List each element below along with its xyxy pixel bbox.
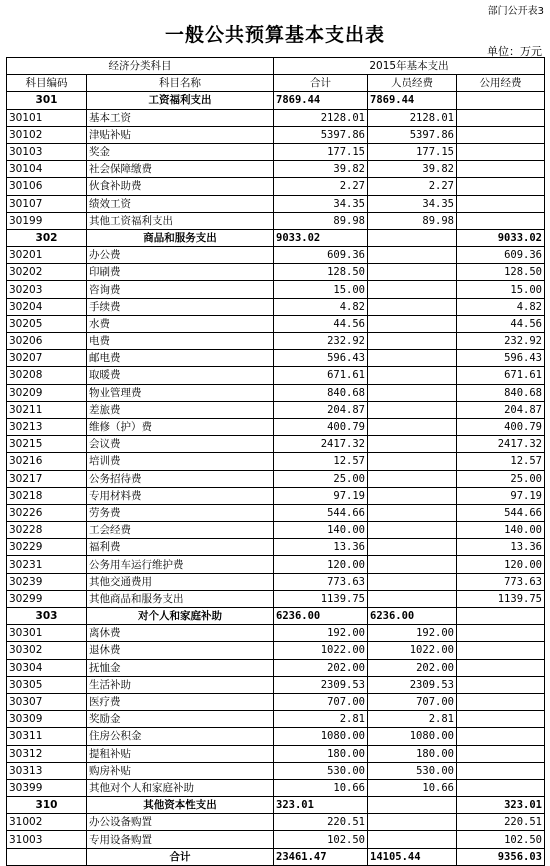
cell-name: 工会经费 bbox=[87, 522, 274, 539]
cell-code: 30228 bbox=[7, 522, 87, 539]
cell-public bbox=[457, 178, 545, 195]
cell-personnel: 7869.44 bbox=[368, 92, 457, 109]
table-row bbox=[7, 195, 545, 212]
cell-public: 13.36 bbox=[457, 539, 545, 556]
cell-total: 128.50 bbox=[274, 264, 368, 281]
cell-personnel: 5397.86 bbox=[368, 126, 457, 143]
cell-public: 400.79 bbox=[457, 418, 545, 435]
cell-personnel bbox=[368, 539, 457, 556]
cell-personnel bbox=[368, 264, 457, 281]
cell-total: 2.81 bbox=[274, 711, 368, 728]
cell-total: 596.43 bbox=[274, 350, 368, 367]
cell-code: 30201 bbox=[7, 247, 87, 264]
cell-total: 10.66 bbox=[274, 779, 368, 796]
header-row-1 bbox=[7, 58, 545, 75]
cell-total: 323.01 bbox=[274, 797, 368, 814]
cell-personnel: 89.98 bbox=[368, 212, 457, 229]
table-row bbox=[7, 470, 545, 487]
table-row bbox=[7, 298, 545, 315]
cell-name: 办公费 bbox=[87, 247, 274, 264]
cell-total: 671.61 bbox=[274, 367, 368, 384]
table-row bbox=[7, 745, 545, 762]
cell-total: 39.82 bbox=[274, 161, 368, 178]
cell-public: 220.51 bbox=[457, 814, 545, 831]
cell-personnel bbox=[368, 453, 457, 470]
cell-code: 30209 bbox=[7, 384, 87, 401]
cell-code: 30202 bbox=[7, 264, 87, 281]
cell-public: 232.92 bbox=[457, 333, 545, 350]
cell-personnel: 707.00 bbox=[368, 693, 457, 710]
cell-personnel: 1022.00 bbox=[368, 642, 457, 659]
cell-total: 140.00 bbox=[274, 522, 368, 539]
cell-total: 2128.01 bbox=[274, 109, 368, 126]
cell-personnel bbox=[368, 590, 457, 607]
table-row bbox=[7, 247, 545, 264]
cell-code: 30203 bbox=[7, 281, 87, 298]
cell-personnel: 34.35 bbox=[368, 195, 457, 212]
header-total: 合计 bbox=[274, 75, 368, 92]
cell-personnel: 6236.00 bbox=[368, 608, 457, 625]
cell-personnel: 180.00 bbox=[368, 745, 457, 762]
cell-name: 水费 bbox=[87, 315, 274, 332]
cell-total: 12.57 bbox=[274, 453, 368, 470]
table-row bbox=[7, 693, 545, 710]
cell-public bbox=[457, 642, 545, 659]
cell-personnel bbox=[368, 384, 457, 401]
cell-personnel bbox=[368, 229, 457, 246]
cell-public: 773.63 bbox=[457, 573, 545, 590]
cell-code: 30103 bbox=[7, 143, 87, 160]
cell-public: 204.87 bbox=[457, 401, 545, 418]
cell-code: 310 bbox=[7, 797, 87, 814]
cell-name: 其他对个人和家庭补助 bbox=[87, 779, 274, 796]
cell-code: 31002 bbox=[7, 814, 87, 831]
cell-total: 840.68 bbox=[274, 384, 368, 401]
cell-code: 30301 bbox=[7, 625, 87, 642]
cell-public bbox=[457, 779, 545, 796]
table-row bbox=[7, 590, 545, 607]
table-row bbox=[7, 522, 545, 539]
cell-public bbox=[457, 126, 545, 143]
table-row bbox=[7, 143, 545, 160]
cell-name: 抚恤金 bbox=[87, 659, 274, 676]
cell-personnel: 2.27 bbox=[368, 178, 457, 195]
cell-name: 会议费 bbox=[87, 436, 274, 453]
cell-total: 204.87 bbox=[274, 401, 368, 418]
table-row bbox=[7, 762, 545, 779]
cell-name: 咨询费 bbox=[87, 281, 274, 298]
cell-code: 302 bbox=[7, 229, 87, 246]
cell-name: 其他交通费用 bbox=[87, 573, 274, 590]
cell-personnel: 10.66 bbox=[368, 779, 457, 796]
cell-public bbox=[457, 659, 545, 676]
cell-name: 基本工资 bbox=[87, 109, 274, 126]
cell-total: 192.00 bbox=[274, 625, 368, 642]
cell-name: 提租补贴 bbox=[87, 745, 274, 762]
cell-public: 9033.02 bbox=[457, 229, 545, 246]
total-public: 9356.03 bbox=[457, 848, 545, 865]
cell-personnel: 2.81 bbox=[368, 711, 457, 728]
cell-name: 对个人和家庭补助 bbox=[87, 608, 274, 625]
cell-code: 30106 bbox=[7, 178, 87, 195]
cell-total: 177.15 bbox=[274, 143, 368, 160]
cell-public bbox=[457, 92, 545, 109]
cell-total: 34.35 bbox=[274, 195, 368, 212]
cell-public: 44.56 bbox=[457, 315, 545, 332]
cell-total: 202.00 bbox=[274, 659, 368, 676]
cell-personnel bbox=[368, 247, 457, 264]
cell-code: 30226 bbox=[7, 504, 87, 521]
table-row bbox=[7, 728, 545, 745]
cell-personnel: 2128.01 bbox=[368, 109, 457, 126]
table-group-row bbox=[7, 608, 545, 625]
cell-name: 工资福利支出 bbox=[87, 92, 274, 109]
table-row bbox=[7, 126, 545, 143]
table-row bbox=[7, 539, 545, 556]
cell-personnel bbox=[368, 350, 457, 367]
cell-total: 97.19 bbox=[274, 487, 368, 504]
report-id-label: 部门公开表3 bbox=[487, 6, 544, 17]
cell-total: 180.00 bbox=[274, 745, 368, 762]
cell-code: 301 bbox=[7, 92, 87, 109]
cell-code: 30311 bbox=[7, 728, 87, 745]
cell-personnel bbox=[368, 281, 457, 298]
cell-code: 30199 bbox=[7, 212, 87, 229]
cell-name: 绩效工资 bbox=[87, 195, 274, 212]
cell-code: 30208 bbox=[7, 367, 87, 384]
cell-personnel bbox=[368, 487, 457, 504]
table-row bbox=[7, 814, 545, 831]
cell-code: 30299 bbox=[7, 590, 87, 607]
cell-public bbox=[457, 676, 545, 693]
cell-public: 2417.32 bbox=[457, 436, 545, 453]
cell-public: 544.66 bbox=[457, 504, 545, 521]
cell-code: 30229 bbox=[7, 539, 87, 556]
cell-personnel: 1080.00 bbox=[368, 728, 457, 745]
cell-public bbox=[457, 195, 545, 212]
cell-public: 102.50 bbox=[457, 831, 545, 848]
cell-public: 4.82 bbox=[457, 298, 545, 315]
table-row bbox=[7, 487, 545, 504]
cell-personnel: 202.00 bbox=[368, 659, 457, 676]
cell-name: 伙食补助费 bbox=[87, 178, 274, 195]
cell-public: 120.00 bbox=[457, 556, 545, 573]
cell-personnel bbox=[368, 367, 457, 384]
cell-name: 公务招待费 bbox=[87, 470, 274, 487]
cell-personnel: 192.00 bbox=[368, 625, 457, 642]
grand-total-row bbox=[7, 848, 545, 865]
total-personnel: 14105.44 bbox=[368, 848, 457, 865]
cell-personnel bbox=[368, 814, 457, 831]
cell-name: 住房公积金 bbox=[87, 728, 274, 745]
cell-name: 其他工资福利支出 bbox=[87, 212, 274, 229]
cell-name: 购房补贴 bbox=[87, 762, 274, 779]
cell-name: 生活补助 bbox=[87, 676, 274, 693]
cell-public bbox=[457, 728, 545, 745]
cell-personnel: 39.82 bbox=[368, 161, 457, 178]
cell-code: 303 bbox=[7, 608, 87, 625]
table-row bbox=[7, 178, 545, 195]
cell-total: 2.27 bbox=[274, 178, 368, 195]
cell-name: 奖励金 bbox=[87, 711, 274, 728]
table-row bbox=[7, 109, 545, 126]
cell-code: 30213 bbox=[7, 418, 87, 435]
table-row bbox=[7, 264, 545, 281]
cell-total: 530.00 bbox=[274, 762, 368, 779]
cell-name: 培训费 bbox=[87, 453, 274, 470]
cell-name: 邮电费 bbox=[87, 350, 274, 367]
header-econ-class: 经济分类科目 bbox=[7, 58, 274, 75]
cell-personnel bbox=[368, 470, 457, 487]
cell-total: 544.66 bbox=[274, 504, 368, 521]
cell-total: 609.36 bbox=[274, 247, 368, 264]
cell-personnel bbox=[368, 436, 457, 453]
cell-code: 30399 bbox=[7, 779, 87, 796]
cell-name: 劳务费 bbox=[87, 504, 274, 521]
cell-personnel bbox=[368, 401, 457, 418]
cell-code: 30231 bbox=[7, 556, 87, 573]
cell-public: 140.00 bbox=[457, 522, 545, 539]
cell-total: 232.92 bbox=[274, 333, 368, 350]
header-row-2 bbox=[7, 75, 545, 92]
cell-code: 30204 bbox=[7, 298, 87, 315]
cell-total: 5397.86 bbox=[274, 126, 368, 143]
table-group-row bbox=[7, 229, 545, 246]
table-row bbox=[7, 418, 545, 435]
cell-code: 30304 bbox=[7, 659, 87, 676]
table-group-row bbox=[7, 797, 545, 814]
cell-code: 30216 bbox=[7, 453, 87, 470]
cell-public: 128.50 bbox=[457, 264, 545, 281]
cell-code: 30305 bbox=[7, 676, 87, 693]
cell-code: 30102 bbox=[7, 126, 87, 143]
cell-code: 30211 bbox=[7, 401, 87, 418]
cell-personnel bbox=[368, 315, 457, 332]
cell-total: 6236.00 bbox=[274, 608, 368, 625]
cell-public: 1139.75 bbox=[457, 590, 545, 607]
table-row bbox=[7, 436, 545, 453]
cell-name: 办公设备购置 bbox=[87, 814, 274, 831]
total-label: 合计 bbox=[87, 848, 274, 865]
page-title: 一般公共预算基本支出表 bbox=[164, 24, 385, 46]
cell-public bbox=[457, 109, 545, 126]
cell-public bbox=[457, 711, 545, 728]
cell-personnel bbox=[368, 573, 457, 590]
cell-total: 4.82 bbox=[274, 298, 368, 315]
cell-code: 30215 bbox=[7, 436, 87, 453]
table-row bbox=[7, 401, 545, 418]
cell-personnel bbox=[368, 522, 457, 539]
cell-name: 社会保障缴费 bbox=[87, 161, 274, 178]
cell-total: 7869.44 bbox=[274, 92, 368, 109]
table-row bbox=[7, 333, 545, 350]
cell-public: 596.43 bbox=[457, 350, 545, 367]
cell-personnel: 2309.53 bbox=[368, 676, 457, 693]
table-group-row bbox=[7, 92, 545, 109]
cell-name: 手续费 bbox=[87, 298, 274, 315]
cell-personnel bbox=[368, 333, 457, 350]
cell-name: 取暖费 bbox=[87, 367, 274, 384]
cell-total: 89.98 bbox=[274, 212, 368, 229]
cell-public bbox=[457, 212, 545, 229]
cell-public: 15.00 bbox=[457, 281, 545, 298]
cell-code: 30206 bbox=[7, 333, 87, 350]
cell-public bbox=[457, 762, 545, 779]
cell-total: 44.56 bbox=[274, 315, 368, 332]
cell-name: 医疗费 bbox=[87, 693, 274, 710]
cell-personnel: 177.15 bbox=[368, 143, 457, 160]
table-row bbox=[7, 659, 545, 676]
cell-total: 1080.00 bbox=[274, 728, 368, 745]
cell-total: 773.63 bbox=[274, 573, 368, 590]
table-row bbox=[7, 453, 545, 470]
cell-name: 退休费 bbox=[87, 642, 274, 659]
cell-name: 专用设备购置 bbox=[87, 831, 274, 848]
cell-name: 维修（护）费 bbox=[87, 418, 274, 435]
cell-name: 奖金 bbox=[87, 143, 274, 160]
header-code: 科目编码 bbox=[7, 75, 87, 92]
total-code-cell bbox=[7, 848, 87, 865]
cell-public: 12.57 bbox=[457, 453, 545, 470]
cell-code: 30307 bbox=[7, 693, 87, 710]
cell-code: 31003 bbox=[7, 831, 87, 848]
cell-personnel bbox=[368, 298, 457, 315]
unit-label: 单位：万元 bbox=[487, 45, 542, 58]
table-row bbox=[7, 367, 545, 384]
cell-name: 公务用车运行维护费 bbox=[87, 556, 274, 573]
cell-total: 707.00 bbox=[274, 693, 368, 710]
cell-public bbox=[457, 161, 545, 178]
table-row bbox=[7, 642, 545, 659]
cell-total: 25.00 bbox=[274, 470, 368, 487]
cell-code: 30309 bbox=[7, 711, 87, 728]
cell-code: 30101 bbox=[7, 109, 87, 126]
cell-total: 102.50 bbox=[274, 831, 368, 848]
cell-name: 物业管理费 bbox=[87, 384, 274, 401]
cell-public: 609.36 bbox=[457, 247, 545, 264]
total-sum: 23461.47 bbox=[274, 848, 368, 865]
cell-public: 25.00 bbox=[457, 470, 545, 487]
cell-code: 30107 bbox=[7, 195, 87, 212]
cell-code: 30205 bbox=[7, 315, 87, 332]
budget-table bbox=[6, 57, 545, 866]
cell-total: 15.00 bbox=[274, 281, 368, 298]
header-public: 公用经费 bbox=[457, 75, 545, 92]
table-row bbox=[7, 212, 545, 229]
cell-name: 差旅费 bbox=[87, 401, 274, 418]
table-row bbox=[7, 384, 545, 401]
cell-total: 9033.02 bbox=[274, 229, 368, 246]
cell-public bbox=[457, 625, 545, 642]
header-personnel: 人员经费 bbox=[368, 75, 457, 92]
table-row bbox=[7, 676, 545, 693]
table-row bbox=[7, 161, 545, 178]
cell-personnel: 530.00 bbox=[368, 762, 457, 779]
table-row bbox=[7, 315, 545, 332]
cell-total: 220.51 bbox=[274, 814, 368, 831]
cell-total: 400.79 bbox=[274, 418, 368, 435]
cell-public bbox=[457, 143, 545, 160]
table-row bbox=[7, 573, 545, 590]
cell-personnel bbox=[368, 831, 457, 848]
cell-code: 30313 bbox=[7, 762, 87, 779]
cell-total: 120.00 bbox=[274, 556, 368, 573]
cell-code: 30218 bbox=[7, 487, 87, 504]
cell-public: 671.61 bbox=[457, 367, 545, 384]
table-row bbox=[7, 831, 545, 848]
cell-personnel bbox=[368, 418, 457, 435]
cell-code: 30239 bbox=[7, 573, 87, 590]
cell-code: 30312 bbox=[7, 745, 87, 762]
cell-name: 津贴补贴 bbox=[87, 126, 274, 143]
cell-public: 323.01 bbox=[457, 797, 545, 814]
cell-total: 2417.32 bbox=[274, 436, 368, 453]
cell-name: 离休费 bbox=[87, 625, 274, 642]
cell-public: 97.19 bbox=[457, 487, 545, 504]
cell-total: 2309.53 bbox=[274, 676, 368, 693]
table-row bbox=[7, 281, 545, 298]
cell-personnel bbox=[368, 504, 457, 521]
table-row bbox=[7, 711, 545, 728]
table-row bbox=[7, 556, 545, 573]
cell-personnel bbox=[368, 556, 457, 573]
cell-personnel bbox=[368, 797, 457, 814]
cell-total: 1022.00 bbox=[274, 642, 368, 659]
cell-code: 30104 bbox=[7, 161, 87, 178]
table-row bbox=[7, 779, 545, 796]
cell-name: 福利费 bbox=[87, 539, 274, 556]
cell-code: 30302 bbox=[7, 642, 87, 659]
cell-name: 印刷费 bbox=[87, 264, 274, 281]
cell-public: 840.68 bbox=[457, 384, 545, 401]
cell-public bbox=[457, 693, 545, 710]
table-row bbox=[7, 350, 545, 367]
cell-name: 其他商品和服务支出 bbox=[87, 590, 274, 607]
cell-total: 13.36 bbox=[274, 539, 368, 556]
table-row bbox=[7, 625, 545, 642]
table-row bbox=[7, 504, 545, 521]
cell-code: 30207 bbox=[7, 350, 87, 367]
cell-name: 电费 bbox=[87, 333, 274, 350]
cell-name: 其他资本性支出 bbox=[87, 797, 274, 814]
cell-public bbox=[457, 608, 545, 625]
header-name: 科目名称 bbox=[87, 75, 274, 92]
cell-code: 30217 bbox=[7, 470, 87, 487]
cell-total: 1139.75 bbox=[274, 590, 368, 607]
cell-name: 专用材料费 bbox=[87, 487, 274, 504]
header-budget-2015: 2015年基本支出 bbox=[274, 58, 545, 75]
cell-name: 商品和服务支出 bbox=[87, 229, 274, 246]
cell-public bbox=[457, 745, 545, 762]
